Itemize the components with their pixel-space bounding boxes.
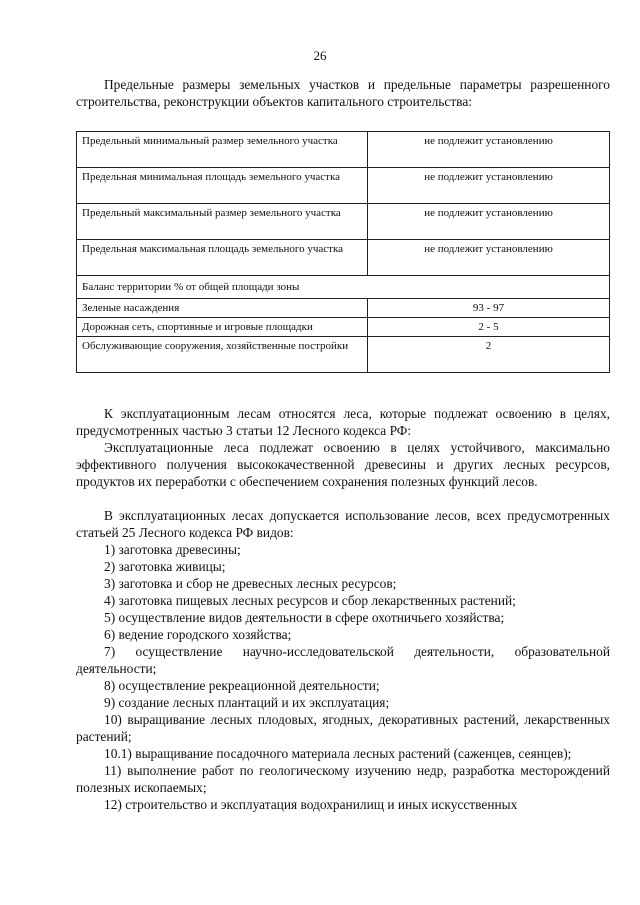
- balance-label: Зеленые насаждения: [77, 299, 368, 318]
- list-item: 8) осуществление рекреационной деятельности;: [104, 678, 380, 693]
- list-item: 7) осуществление научно-исследовательской деятельности, образовательной деятельности;: [76, 644, 610, 676]
- table-row: [77, 204, 610, 240]
- param-value: не подлежит установлению: [368, 240, 610, 276]
- list-item: 2) заготовка живицы;: [104, 559, 226, 574]
- table-row: [77, 168, 610, 204]
- param-label: Предельная максимальная площадь земельного участка: [77, 240, 368, 276]
- param-label: Предельный минимальный размер земельного участка: [77, 132, 368, 168]
- forest-use-list: [76, 541, 610, 813]
- param-value: не подлежит установлению: [368, 204, 610, 240]
- paragraph-exploitation-forests: К эксплуатационным лесам относятся леса, которые подлежат освоению в целях, предусмотренных частью 3 статьи 12 Лесного кодекса РФ:: [76, 406, 610, 438]
- table-row: [77, 318, 610, 337]
- balance-label: Дорожная сеть, спортивные и игровые площадки: [77, 318, 368, 337]
- paragraph-forest-use: В эксплуатационных лесах допускается использование лесов, всех предусмотренных статьей 25 Лесного кодекса РФ видов:: [76, 508, 610, 540]
- paragraph-forest-development: Эксплуатационные леса подлежат освоению в целях устойчивого, максимально эффективного получения высококачественной древесины и других лесных ресурсов, продуктов их переработки с обеспечением сохранения полезных функций лесов.: [76, 440, 610, 489]
- param-value: не подлежит установлению: [368, 168, 610, 204]
- list-item: 10) выращивание лесных плодовых, ягодных, декоративных растений, лекарственных растений;: [76, 712, 610, 744]
- list-item: 3) заготовка и сбор не древесных лесных ресурсов;: [104, 576, 397, 591]
- balance-value: 93 - 97: [368, 299, 610, 318]
- list-item: 4) заготовка пищевых лесных ресурсов и сбор лекарственных растений;: [104, 593, 516, 608]
- table-row: [77, 240, 610, 276]
- list-item: 5) осуществление видов деятельности в сфере охотничьего хозяйства;: [104, 610, 505, 625]
- param-label: Предельный максимальный размер земельного участка: [77, 204, 368, 240]
- balance-value: 2: [368, 337, 610, 373]
- list-item: 6) ведение городского хозяйства;: [104, 627, 292, 642]
- intro-paragraph: Предельные размеры земельных участков и предельные параметры разрешенного строительства, реконструкции объектов капитального строительства:: [76, 77, 610, 109]
- list-item: 1) заготовка древесины;: [104, 542, 241, 557]
- list-item: 11) выполнение работ по геологическому изучению недр, разработка месторождений полезных ископаемых;: [76, 763, 610, 795]
- table-row: [77, 276, 610, 299]
- balance-header: Баланс территории % от общей площади зоны: [77, 276, 610, 299]
- table-row: [77, 337, 610, 373]
- list-item: 10.1) выращивание посадочного материала лесных растений (саженцев, сеянцев);: [104, 746, 572, 761]
- table-row: [77, 132, 610, 168]
- balance-label: Обслуживающие сооружения, хозяйственные постройки: [77, 337, 368, 373]
- parameters-table: [76, 131, 610, 373]
- param-value: не подлежит установлению: [368, 132, 610, 168]
- param-label: Предельная минимальная площадь земельного участка: [77, 168, 368, 204]
- page-number: 26: [313, 48, 327, 63]
- table-row: [77, 299, 610, 318]
- list-item: 12) строительство и эксплуатация водохранилищ и иных искусственных: [104, 797, 518, 812]
- balance-value: 2 - 5: [368, 318, 610, 337]
- list-item: 9) создание лесных плантаций и их эксплуатация;: [104, 695, 390, 710]
